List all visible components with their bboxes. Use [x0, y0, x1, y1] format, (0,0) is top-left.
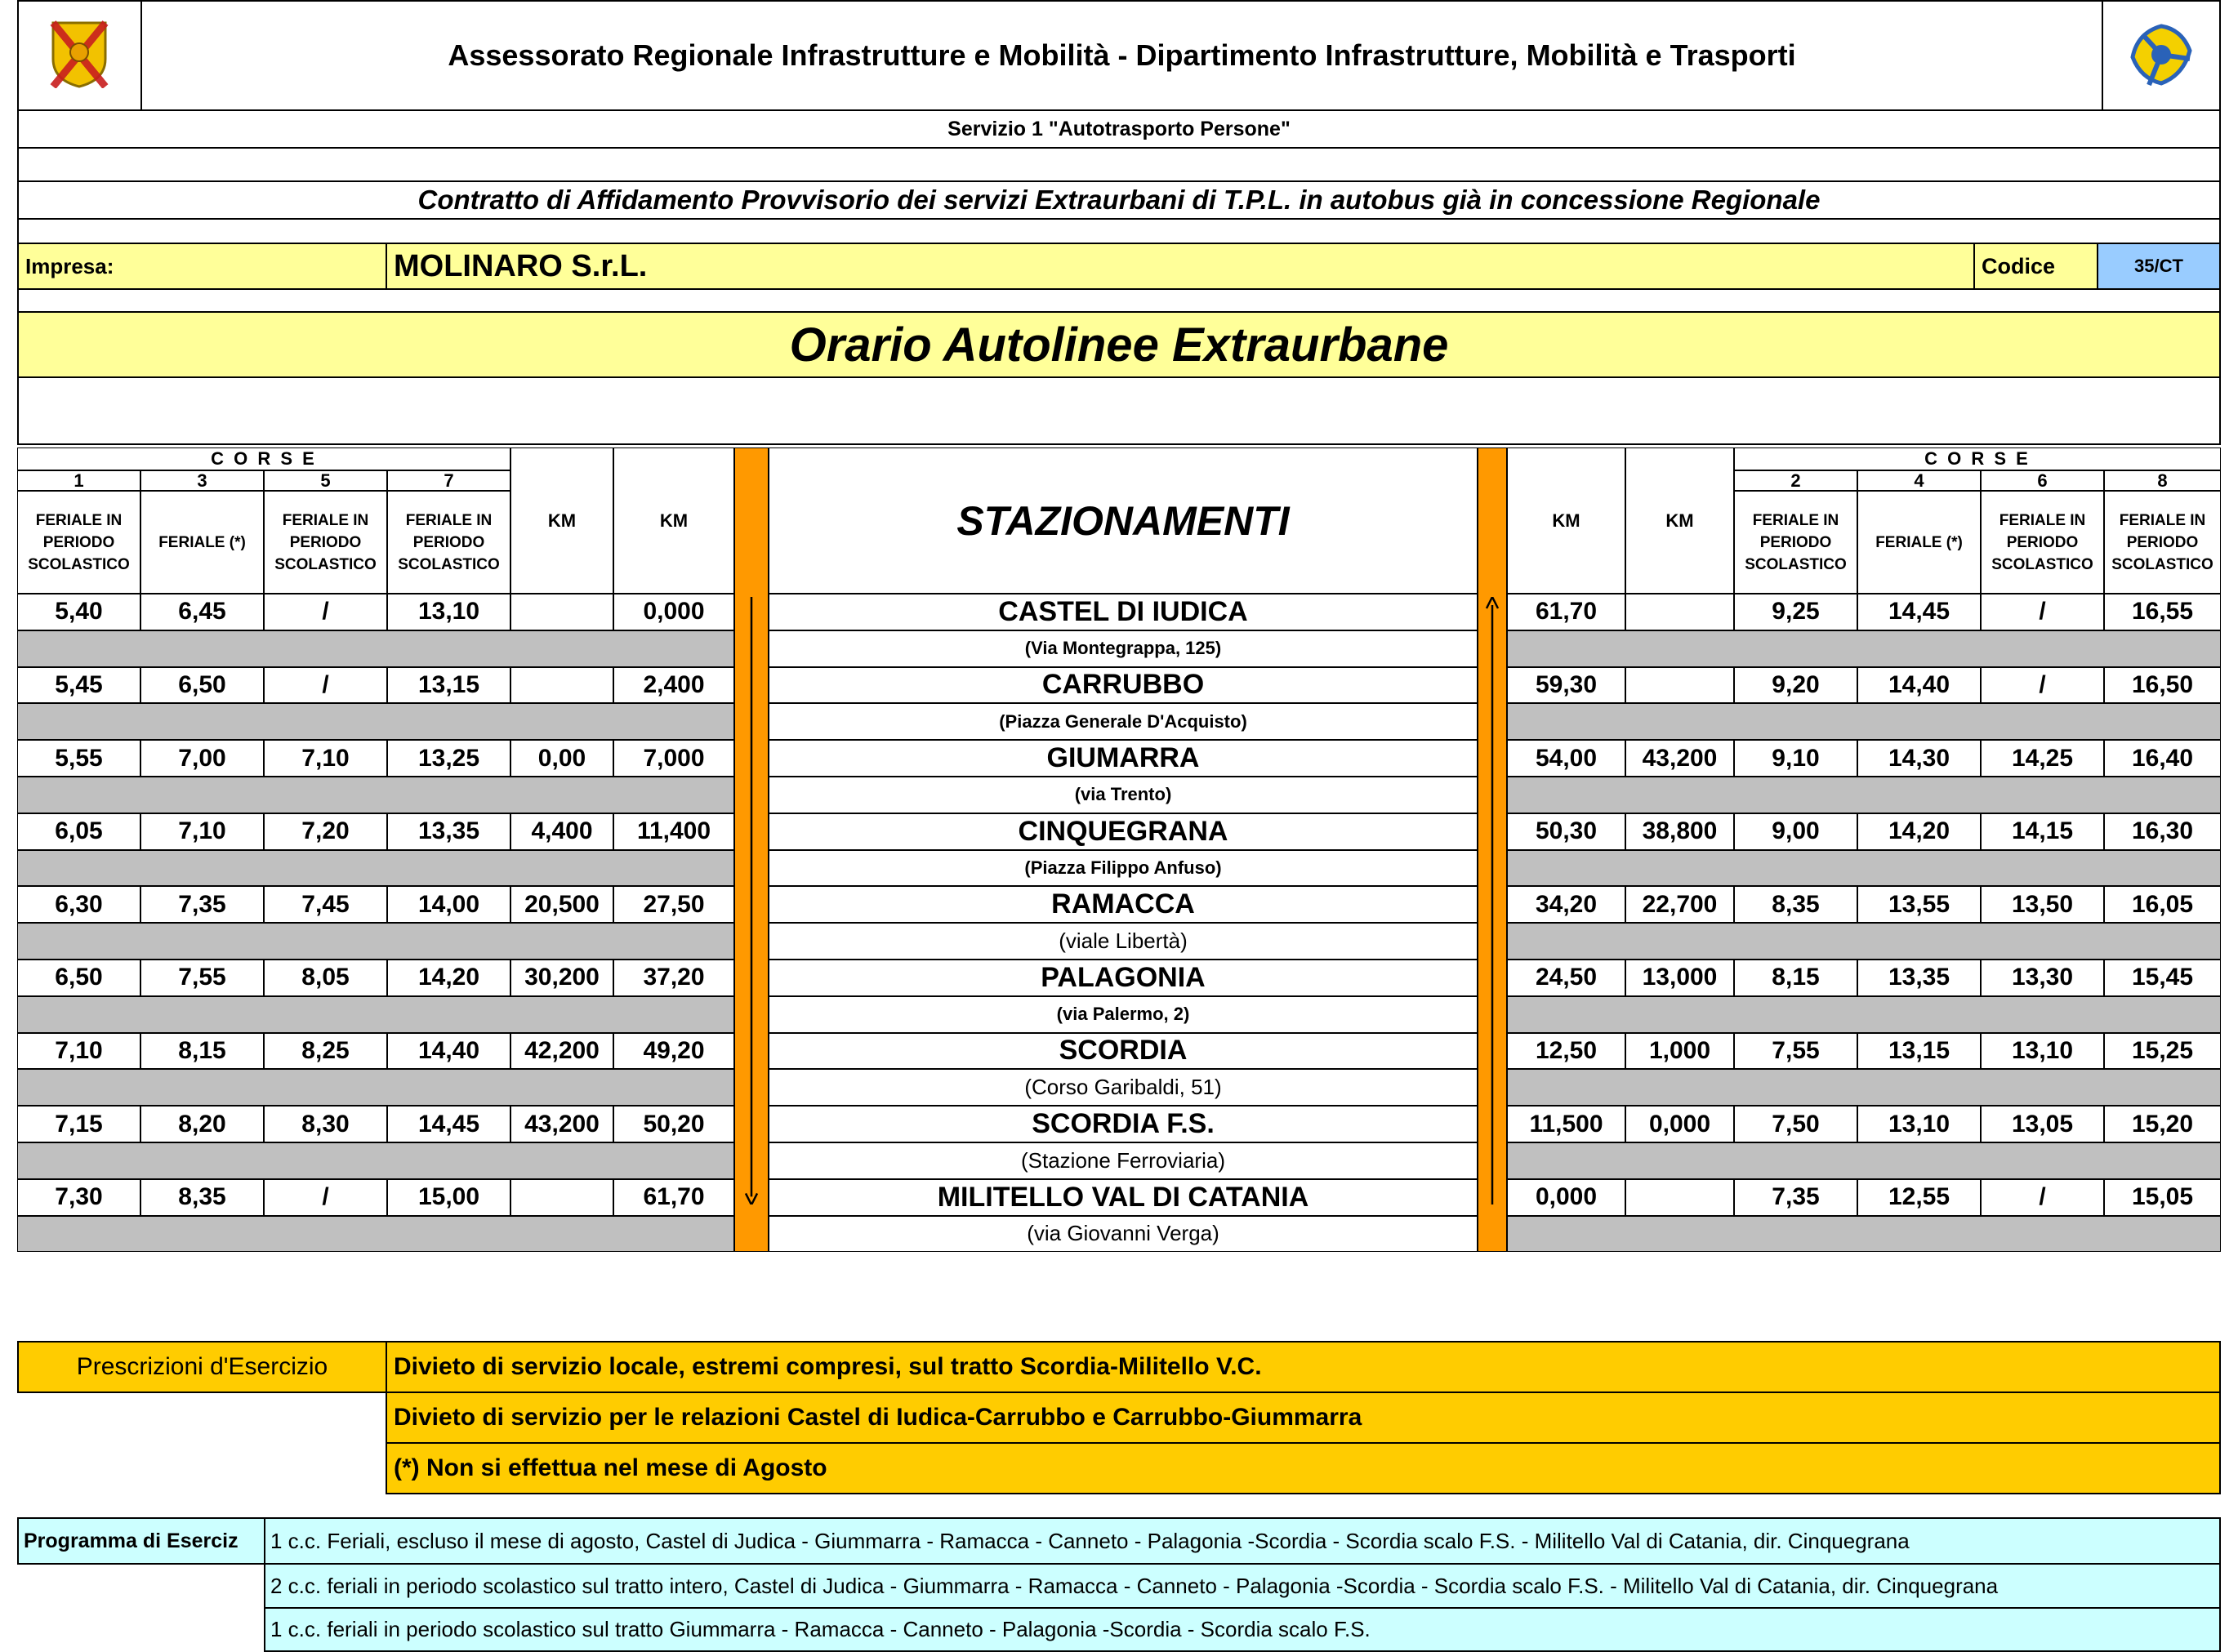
time-cell: 9,20 [1734, 667, 1857, 704]
km-cell: 0,00 [510, 740, 613, 777]
codice-value: 35/CT [2134, 256, 2183, 276]
km-cell: 42,200 [510, 1033, 613, 1070]
sicily-coat-of-arms-icon [47, 18, 112, 88]
km-cell: 4,400 [510, 813, 613, 850]
km-cell: 12,50 [1507, 1033, 1625, 1070]
corsa-number: 7 [387, 470, 510, 491]
time-cell: 16,50 [2104, 667, 2221, 704]
km-cell: 43,200 [1625, 740, 1734, 777]
time-cell: 7,55 [140, 960, 264, 996]
time-cell: 9,10 [1734, 740, 1857, 777]
time-cell: 5,55 [17, 740, 140, 777]
time-cell: / [1981, 594, 2104, 630]
km-cell: 30,200 [510, 960, 613, 996]
corsa-type: FERIALE IN PERIODO SCOLASTICO [1734, 491, 1857, 594]
time-cell: 8,05 [264, 960, 387, 996]
corsa-number: 8 [2104, 470, 2221, 491]
programma-text: 1 c.c. feriali in periodo scolastico sul tratto Giummarra - Ramacca - Canneto - Palagonia -Scordia - Scordia scalo F.S. [270, 1617, 1371, 1641]
stop-name: MILITELLO VAL DI CATANIA [769, 1179, 1478, 1216]
km-cell: 27,50 [613, 886, 734, 923]
programma-item [264, 1607, 2221, 1652]
time-cell: 16,40 [2104, 740, 2221, 777]
time-cell: 14,40 [1857, 667, 1981, 704]
time-cell: 8,30 [264, 1106, 387, 1142]
impresa-label-cell [17, 243, 387, 290]
time-cell: 8,15 [140, 1033, 264, 1070]
time-cell: 14,15 [1981, 813, 2104, 850]
spacer-row-3 [17, 288, 2221, 313]
programma-text: 2 c.c. feriali in periodo scolastico sul tratto intero, Castel di Judica - Giummarra - Ramacca - Canneto - Palagonia -Scordia - Scordia scalo F.S. - Militello Val di Catania, dir. Cinquegrana [270, 1573, 1999, 1598]
orario-title-cell [17, 311, 2221, 378]
km-header: KM [613, 448, 734, 594]
time-cell: / [264, 594, 387, 630]
prescrizione-item [386, 1341, 2221, 1393]
time-cell: 16,55 [2104, 594, 2221, 630]
stop-name: PALAGONIA [769, 960, 1478, 996]
km-cell: 11,400 [613, 813, 734, 850]
stop-address: (via Giovanni Verga) [769, 1216, 1478, 1253]
time-cell: 13,55 [1857, 886, 1981, 923]
km-cell [1625, 667, 1734, 704]
grey-spacer-right [1507, 1142, 2221, 1179]
header-logo-right-cell [2102, 0, 2221, 111]
km-cell [1625, 1179, 1734, 1216]
corsa-type: FERIALE IN PERIODO SCOLASTICO [2104, 491, 2221, 594]
header-logo-left-cell [17, 0, 142, 111]
km-header: KM [510, 448, 613, 594]
stop-address: (Piazza Generale D'Acquisto) [769, 703, 1478, 740]
time-cell: 7,10 [17, 1033, 140, 1070]
grey-spacer-left [17, 1142, 734, 1179]
time-cell: / [1981, 667, 2104, 704]
corsa-number: 1 [17, 470, 140, 491]
km-cell: 34,20 [1507, 886, 1625, 923]
prescrizione-text: Divieto di servizio locale, estremi compresi, sul tratto Scordia-Militello V.C. [394, 1353, 1262, 1380]
km-cell: 22,700 [1625, 886, 1734, 923]
km-cell: 43,200 [510, 1106, 613, 1142]
km-cell [510, 594, 613, 630]
stop-address: (Via Montegrappa, 125) [769, 630, 1478, 667]
time-cell: 6,50 [140, 667, 264, 704]
grey-spacer-left [17, 923, 734, 960]
km-cell: 50,30 [1507, 813, 1625, 850]
time-cell: / [1981, 1179, 2104, 1216]
km-cell: 7,000 [613, 740, 734, 777]
time-cell: 14,20 [1857, 813, 1981, 850]
time-cell: 14,45 [387, 1106, 510, 1142]
grey-spacer-left [17, 996, 734, 1033]
time-cell: 6,45 [140, 594, 264, 630]
stop-address: (Stazione Ferroviaria) [769, 1142, 1478, 1179]
km-header: KM [1625, 448, 1734, 594]
grey-spacer-right [1507, 777, 2221, 813]
time-cell: 13,30 [1981, 960, 2104, 996]
grey-spacer-left [17, 1069, 734, 1106]
contract-title: Contratto di Affidamento Provvisorio dei servizi Extraurbani di T.P.L. in autobus già in concessione Regionale [417, 185, 1821, 215]
time-cell: 13,10 [1857, 1106, 1981, 1142]
stop-name: CARRUBBO [769, 667, 1478, 704]
grey-spacer-left [17, 630, 734, 667]
stop-address: (via Trento) [769, 777, 1478, 813]
grey-spacer-left [17, 850, 734, 887]
grey-spacer-left [17, 1216, 734, 1253]
corsa-type: FERIALE (*) [1857, 491, 1981, 594]
grey-spacer-right [1507, 1216, 2221, 1253]
km-cell: 0,000 [613, 594, 734, 630]
time-cell: 15,45 [2104, 960, 2221, 996]
time-cell: 13,05 [1981, 1106, 2104, 1142]
stop-name: GIUMARRA [769, 740, 1478, 777]
stop-name: CASTEL DI IUDICA [769, 594, 1478, 630]
arrow-down-icon [743, 597, 760, 1204]
km-header: KM [1507, 448, 1625, 594]
spacer-row-2 [17, 218, 2221, 244]
time-cell: 14,25 [1981, 740, 2104, 777]
time-cell: 15,25 [2104, 1033, 2221, 1070]
prescrizione-text: Divieto di servizio per le relazioni Castel di Iudica-Carrubbo e Carrubbo-Giummarra [394, 1404, 1362, 1431]
service-row [17, 109, 2221, 149]
time-cell: 13,50 [1981, 886, 2104, 923]
time-cell: 13,15 [1857, 1033, 1981, 1070]
time-cell: 13,15 [387, 667, 510, 704]
time-cell: 5,40 [17, 594, 140, 630]
corsa-number: 6 [1981, 470, 2104, 491]
time-cell: 15,20 [2104, 1106, 2221, 1142]
time-cell: 16,30 [2104, 813, 2221, 850]
km-cell: 0,000 [1625, 1106, 1734, 1142]
contract-row [17, 180, 2221, 220]
time-cell: 8,35 [140, 1179, 264, 1216]
programma-label-cell [17, 1517, 265, 1565]
stazionamenti-header: STAZIONAMENTI [769, 448, 1478, 594]
stop-name: RAMACCA [769, 886, 1478, 923]
time-cell: 8,35 [1734, 886, 1857, 923]
time-cell: 14,20 [387, 960, 510, 996]
programma-label: Programma di Eserciz [24, 1529, 239, 1552]
corse-label-right: C O R S E [1734, 448, 2221, 470]
time-cell: 7,00 [140, 740, 264, 777]
grey-spacer-left [17, 777, 734, 813]
stop-name: SCORDIA F.S. [769, 1106, 1478, 1142]
programma-item [264, 1563, 2221, 1609]
km-cell: 1,000 [1625, 1033, 1734, 1070]
impresa-value-cell [386, 243, 1975, 290]
impresa-label: Impresa: [25, 253, 114, 278]
time-cell: 15,00 [387, 1179, 510, 1216]
corsa-number: 4 [1857, 470, 1981, 491]
prescrizioni-label-cell [17, 1341, 387, 1393]
header-title: Assessorato Regionale Infrastrutture e Mobilità - Dipartimento Infrastrutture, Mobilità e Trasporti [448, 38, 1796, 72]
km-cell [510, 1179, 613, 1216]
km-cell [1625, 594, 1734, 630]
time-cell: 16,05 [2104, 886, 2221, 923]
time-cell: 7,10 [140, 813, 264, 850]
km-cell: 2,400 [613, 667, 734, 704]
time-cell: / [264, 667, 387, 704]
stop-address: (via Palermo, 2) [769, 996, 1478, 1033]
corsa-type: FERIALE (*) [140, 491, 264, 594]
stop-address: (viale Libertà) [769, 923, 1478, 960]
km-cell: 50,20 [613, 1106, 734, 1142]
programma-item [264, 1517, 2221, 1565]
corsa-type: FERIALE IN PERIODO SCOLASTICO [1981, 491, 2104, 594]
time-cell: 6,05 [17, 813, 140, 850]
km-cell: 20,500 [510, 886, 613, 923]
codice-label: Codice [1982, 253, 2056, 278]
corsa-number: 2 [1734, 470, 1857, 491]
km-cell: 0,000 [1507, 1179, 1625, 1216]
km-cell: 11,500 [1507, 1106, 1625, 1142]
grey-spacer-right [1507, 996, 2221, 1033]
arrow-up-icon [1484, 597, 1500, 1204]
time-cell: 14,45 [1857, 594, 1981, 630]
time-cell: 5,45 [17, 667, 140, 704]
prescrizione-item [386, 1442, 2221, 1494]
prescrizioni-label: Prescrizioni d'Esercizio [76, 1353, 328, 1380]
km-cell: 49,20 [613, 1033, 734, 1070]
km-cell: 61,70 [1507, 594, 1625, 630]
time-cell: 6,30 [17, 886, 140, 923]
time-cell: 13,25 [387, 740, 510, 777]
time-cell: 8,25 [264, 1033, 387, 1070]
time-cell: 7,35 [1734, 1179, 1857, 1216]
corsa-number: 3 [140, 470, 264, 491]
spacer-row-4 [17, 376, 2221, 445]
km-cell: 54,00 [1507, 740, 1625, 777]
grey-spacer-left [17, 703, 734, 740]
service-title: Servizio 1 "Autotrasporto Persone" [947, 117, 1291, 140]
grey-spacer-right [1507, 630, 2221, 667]
time-cell: 13,10 [1981, 1033, 2104, 1070]
time-cell: 7,30 [17, 1179, 140, 1216]
prescrizione-item [386, 1392, 2221, 1444]
time-cell: 7,45 [264, 886, 387, 923]
time-cell: 7,15 [17, 1106, 140, 1142]
time-cell: 8,15 [1734, 960, 1857, 996]
time-cell: 15,05 [2104, 1179, 2221, 1216]
corsa-type: FERIALE IN PERIODO SCOLASTICO [17, 491, 140, 594]
time-cell: 7,55 [1734, 1033, 1857, 1070]
grey-spacer-right [1507, 1069, 2221, 1106]
km-cell: 38,800 [1625, 813, 1734, 850]
codice-label-cell [1973, 243, 2098, 290]
km-cell: 13,000 [1625, 960, 1734, 996]
time-cell: 14,40 [387, 1033, 510, 1070]
stop-address: (Corso Garibaldi, 51) [769, 1069, 1478, 1106]
corsa-number: 5 [264, 470, 387, 491]
grey-spacer-right [1507, 850, 2221, 887]
programma-text: 1 c.c. Feriali, escluso il mese di agosto, Castel di Judica - Giummarra - Ramacca - Canneto - Palagonia -Scordia - Scordia scalo F.S. - Militello Val di Catania, dir. Cinquegrana [270, 1528, 1910, 1553]
corsa-type: FERIALE IN PERIODO SCOLASTICO [264, 491, 387, 594]
stop-address: (Piazza Filippo Anfuso) [769, 850, 1478, 887]
time-cell: 12,55 [1857, 1179, 1981, 1216]
km-cell: 59,30 [1507, 667, 1625, 704]
grey-spacer-right [1507, 923, 2221, 960]
stop-name: CINQUEGRANA [769, 813, 1478, 850]
time-cell: 7,20 [264, 813, 387, 850]
time-cell: 13,35 [1857, 960, 1981, 996]
codice-value-cell [2097, 243, 2221, 290]
corse-label-left: C O R S E [17, 448, 510, 470]
time-cell: 8,20 [140, 1106, 264, 1142]
corsa-type: FERIALE IN PERIODO SCOLASTICO [387, 491, 510, 594]
km-cell [510, 667, 613, 704]
time-cell: 14,00 [387, 886, 510, 923]
time-cell: 13,10 [387, 594, 510, 630]
time-cell: 13,35 [387, 813, 510, 850]
time-cell: 7,35 [140, 886, 264, 923]
stop-name: SCORDIA [769, 1033, 1478, 1070]
time-cell: 7,50 [1734, 1106, 1857, 1142]
prescrizione-text: (*) Non si effettua nel mese di Agosto [394, 1454, 827, 1481]
km-cell: 24,50 [1507, 960, 1625, 996]
spacer-row [17, 147, 2221, 182]
time-cell: 9,25 [1734, 594, 1857, 630]
time-cell: 6,50 [17, 960, 140, 996]
trinacria-logo-icon [2124, 18, 2198, 91]
time-cell: 14,30 [1857, 740, 1981, 777]
time-cell: / [264, 1179, 387, 1216]
km-cell: 37,20 [613, 960, 734, 996]
time-cell: 9,00 [1734, 813, 1857, 850]
grey-spacer-right [1507, 703, 2221, 740]
km-cell: 61,70 [613, 1179, 734, 1216]
orario-title: Orario Autolinee Extraurbane [789, 318, 1449, 372]
impresa-value: MOLINARO S.r.L. [394, 248, 648, 283]
time-cell: 7,10 [264, 740, 387, 777]
